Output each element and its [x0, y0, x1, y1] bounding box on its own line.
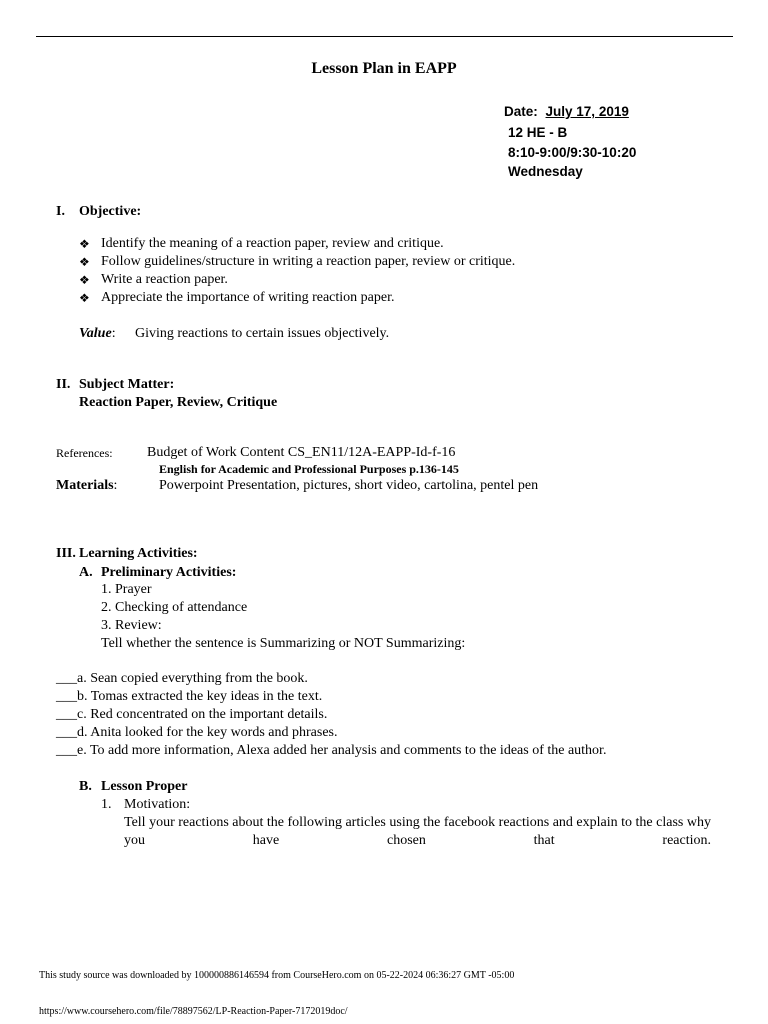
source-url[interactable]: https://www.coursehero.com/file/78897562/LP-Reaction-Paper-7172019doc/: [39, 1006, 348, 1017]
activities-heading: Learning Activities:: [79, 546, 198, 561]
day-line: Wednesday: [508, 164, 583, 179]
references-line2: English for Academic and Professional Purposes p.136-145: [159, 462, 459, 476]
page-title: Lesson Plan in EAPP: [311, 60, 457, 77]
top-rule: [36, 36, 733, 37]
motivation-text: Tell your reactions about the following articles using the facebook reactions and explain to the class why you have chosen that reaction.: [124, 815, 711, 848]
preliminary-step: 3. Review:: [101, 618, 162, 633]
value-label: Value: [79, 326, 112, 341]
materials-label: Materials: [56, 478, 114, 493]
preliminary-step: 2. Checking of attendance: [101, 600, 248, 615]
materials-text: Powerpoint Presentation, pictures, short video, cartolina, pentel pen: [159, 478, 539, 493]
review-item: ___c. Red concentrated on the important details.: [56, 707, 328, 722]
subject-heading: Subject Matter:: [79, 377, 175, 392]
references-label: References:: [56, 446, 113, 460]
review-item: ___b. Tomas extracted the key ideas in the text.: [56, 689, 323, 704]
objective-item: Follow guidelines/structure in writing a reaction paper, review or critique.: [101, 254, 516, 269]
lesson-proper-letter: B.: [79, 779, 92, 794]
review-item: ___d. Anita looked for the key words and phrases.: [56, 725, 338, 740]
subject-numeral: II.: [56, 377, 71, 392]
value-line: [79, 325, 116, 343]
preliminary-letter: A.: [79, 565, 93, 580]
objective-item: Write a reaction paper.: [101, 272, 228, 287]
objective-heading: Objective:: [79, 204, 142, 219]
source-note: This study source was downloaded by 100000886146594 from CourseHero.com on 05-22-2024 06:36:27 GMT -05:00: [39, 970, 515, 981]
materials-colon: :: [113, 478, 118, 493]
preliminary-heading: Preliminary Activities:: [101, 565, 237, 580]
value-text: Giving reactions to certain issues objectively.: [135, 326, 390, 341]
objective-item: Appreciate the importance of writing reaction paper.: [101, 290, 395, 305]
date-line: [504, 103, 629, 121]
time-line: 8:10-9:00/9:30-10:20: [508, 145, 637, 160]
bullet-icon: ❖: [79, 291, 90, 305]
value-colon: :: [111, 326, 116, 341]
references-line1: Budget of Work Content CS_EN11/12A-EAPP-Id-f-16: [147, 445, 456, 460]
objective-numeral: I.: [56, 204, 65, 219]
bullet-icon: ❖: [79, 237, 90, 251]
review-item: ___e. To add more information, Alexa added her analysis and comments to the ideas of the author.: [56, 743, 607, 758]
review-instruction: Tell whether the sentence is Summarizing or NOT Summarizing:: [101, 636, 466, 651]
date-value: July 17, 2019: [545, 104, 629, 119]
objective-item: Identify the meaning of a reaction paper, review and critique.: [101, 236, 444, 251]
preliminary-step: 1. Prayer: [101, 582, 152, 597]
date-label: Date:: [504, 104, 538, 119]
subject-topic: Reaction Paper, Review, Critique: [79, 395, 278, 410]
motivation-number: 1.: [101, 797, 112, 812]
lesson-proper-heading: Lesson Proper: [101, 779, 188, 794]
review-item: ___a. Sean copied everything from the book.: [56, 671, 308, 686]
motivation-label: Motivation:: [124, 797, 191, 812]
section-line: 12 HE - B: [508, 125, 568, 140]
materials-line: [56, 477, 117, 495]
bullet-icon: ❖: [79, 255, 90, 269]
activities-numeral: III.: [56, 546, 76, 561]
bullet-icon: ❖: [79, 273, 90, 287]
